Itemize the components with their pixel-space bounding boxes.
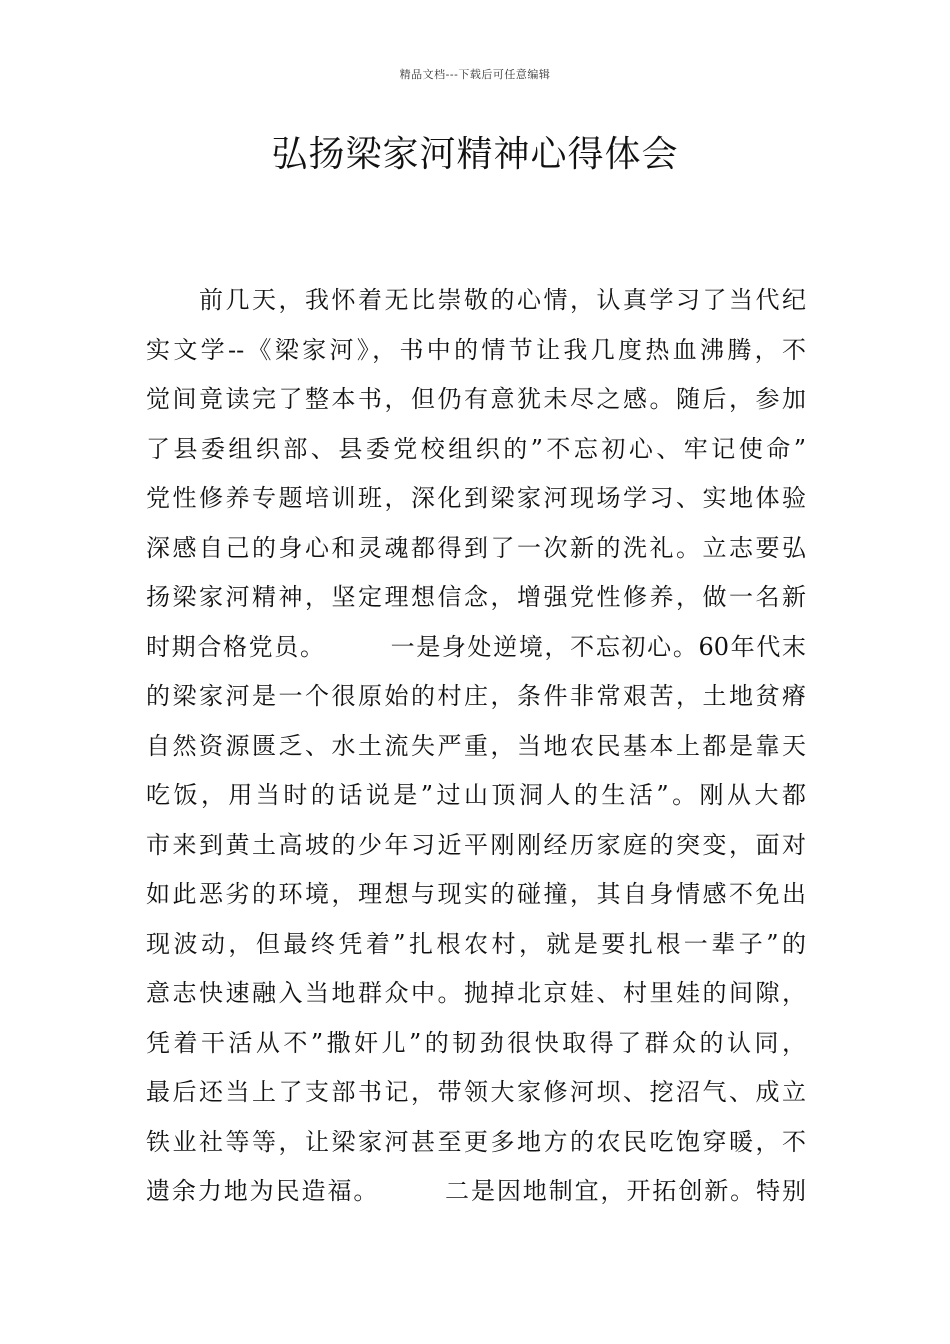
body-line: 时期合格党员。 一是身处逆境，不忘初心。60年代末 xyxy=(146,632,806,661)
body-line: 前几天，我怀着无比崇敬的心情，认真学习了当代纪 xyxy=(146,286,806,314)
body-line: 实文学--《梁家河》，书中的情节让我几度热血沸腾，不 xyxy=(146,335,806,364)
body-line: 深感自己的身心和灵魂都得到了一次新的洗礼。立志要弘 xyxy=(146,533,806,562)
body-line: 了县委组织部、县委党校组织的”不忘初心、牢记使命” xyxy=(146,434,806,463)
body-line: 铁业社等等，让梁家河甚至更多地方的农民吃饱穿暖，不 xyxy=(146,1127,806,1156)
body-line: 遗余力地为民造福。 二是因地制宜，开拓创新。特别 xyxy=(146,1177,806,1205)
body-line: 觉间竟读完了整本书，但仍有意犹未尽之感。随后，参加 xyxy=(146,385,806,413)
body-line: 最后还当上了支部书记，带领大家修河坝、挖沼气、成立 xyxy=(146,1078,806,1106)
header-note: 精品文档---下载后可任意编辑 xyxy=(399,68,551,81)
body-line: 自然资源匮乏、水土流失严重，当地农民基本上都是靠天 xyxy=(146,731,806,760)
body-line: 扬梁家河精神，坚定理想信念，增强党性修养，做一名新 xyxy=(146,583,806,611)
body-line: 吃饭，用当时的话说是”过山顶洞人的生活”。刚从大都 xyxy=(146,781,806,809)
document-body xyxy=(146,276,806,1217)
body-line: 意志快速融入当地群众中。抛掉北京娃、村里娃的间隙， xyxy=(146,979,806,1007)
body-line: 党性修养专题培训班，深化到梁家河现场学习、实地体验 xyxy=(146,484,806,512)
document-title: 弘扬梁家河精神心得体会 xyxy=(271,134,679,175)
body-line: 现波动，但最终凭着”扎根农村，就是要扎根一辈子”的 xyxy=(146,929,806,958)
body-line: 如此恶劣的环境，理想与现实的碰撞，其自身情感不免出 xyxy=(146,880,806,908)
body-line: 市来到黄土高坡的少年习近平刚刚经历家庭的突变，面对 xyxy=(146,830,806,859)
body-line: 凭着干活从不”撒奸儿”的韧劲很快取得了群众的认同， xyxy=(146,1028,806,1057)
body-line: 的梁家河是一个很原始的村庄，条件非常艰苦，土地贫瘠 xyxy=(146,682,806,710)
